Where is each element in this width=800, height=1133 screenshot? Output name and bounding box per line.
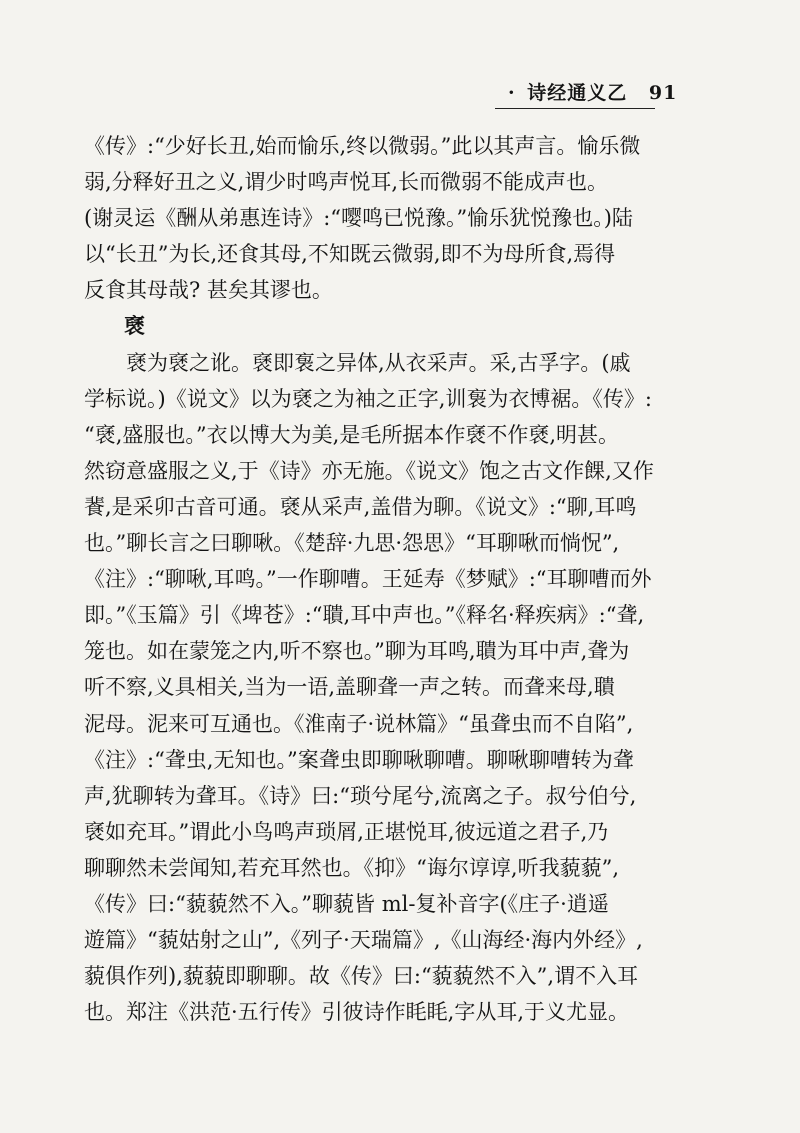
text-line: 听不察,义具相关,当为一语,盖聊聋一声之转。而聋来母,聵 [84, 675, 615, 700]
text-line: 褎如充耳。”谓此小鸟鸣声琐屑,正堪悦耳,彼远道之君子,乃 [84, 819, 609, 844]
book-title: 诗经通义乙 [527, 82, 628, 104]
header-separator: · [508, 82, 516, 104]
header-rule [495, 108, 655, 109]
text-line: 然窃意盛服之义,于《诗》亦无施。《说文》饱之古文作餜,又作 [84, 458, 654, 483]
text-line: 反食其母哉? 甚矣其谬也。 [84, 278, 333, 303]
text-line: 餥,是采卯古音可通。褎从采声,盖借为聊。《说文》:“聊,耳鸣 [84, 494, 637, 519]
page-body [84, 128, 684, 1030]
text-line: 以“长丑”为长,还食其母,不知既云微弱,即不为母所食,焉得 [84, 242, 616, 267]
paragraph-1 [84, 128, 684, 308]
text-line: 声,犹聊转为聋耳。《诗》曰:“琐兮尾兮,流离之子。叔兮伯兮, [84, 783, 637, 808]
text-line: 泥母。泥来可互通也。《淮南子·说林篇》“虽聋虫而不自陷”, [84, 711, 634, 736]
text-line: 《注》:“聋虫,无知也。”案聋虫即聊啾聊嘈。聊啾聊嘈转为聋 [84, 747, 634, 772]
text-line: 聊聊然未尝闻知,若充耳然也。《抑》“诲尔谆谆,听我藐藐”, [84, 855, 619, 880]
text-line: 也。”聊长言之曰聊啾。《楚辞·九思·怨思》“耳聊啾而惝怳”, [84, 531, 620, 556]
paragraph-2 [84, 345, 684, 1031]
text-line: 藐俱作列),藐藐即聊聊。故《传》曰:“藐藐然不入”,谓不入耳 [84, 964, 639, 989]
text-line: 遊篇》“藐姑射之山”,《列子·天瑞篇》,《山海经·海内外经》, [84, 928, 643, 953]
text-line: 即。”《玉篇》引《埤苍》:“聵,耳中声也。”《释名·释疾病》:“聋, [84, 603, 645, 628]
section-heading: 褎 [124, 313, 145, 339]
text-line: (谢灵运《酬从弟惠连诗》:“嘤鸣已悦豫。”愉乐犹悦豫也。)陆 [84, 206, 633, 231]
page-number: 91 [648, 82, 678, 104]
text-line: “褎,盛服也。”衣以博大为美,是毛所据本作褎不作褎,明甚。 [84, 422, 619, 447]
text-line: 《传》:“少好长丑,始而愉乐,终以微弱。”此以其声言。愉乐微 [84, 134, 641, 158]
text-line: 学标说。)《说文》以为褎之为袖之正字,训袌为衣博裾。《传》: [84, 386, 652, 411]
text-line: 《传》曰:“藐藐然不入。”聊藐皆 ml-复补音字(《庄子·逍遥 [84, 891, 609, 916]
text-line: 褎为褎之讹。褎即袌之异体,从衣采声。采,古孚字。(戚 [126, 350, 631, 375]
text-line: 也。郑注《洪范·五行传》引彼诗作眊眊,字从耳,于义尤显。 [84, 1000, 630, 1025]
text-line: 弱,分释好丑之义,谓少时鸣声悦耳,长而微弱不能成声也。 [84, 170, 609, 195]
text-line: 笼也。如在蒙笼之内,听不察也。”聊为耳鸣,聵为耳中声,聋为 [84, 639, 630, 664]
text-line: 《注》:“聊啾,耳鸣。”一作聊嘈。王延寿《梦赋》:“耳聊嘈而外 [84, 567, 652, 592]
running-header [508, 78, 677, 105]
